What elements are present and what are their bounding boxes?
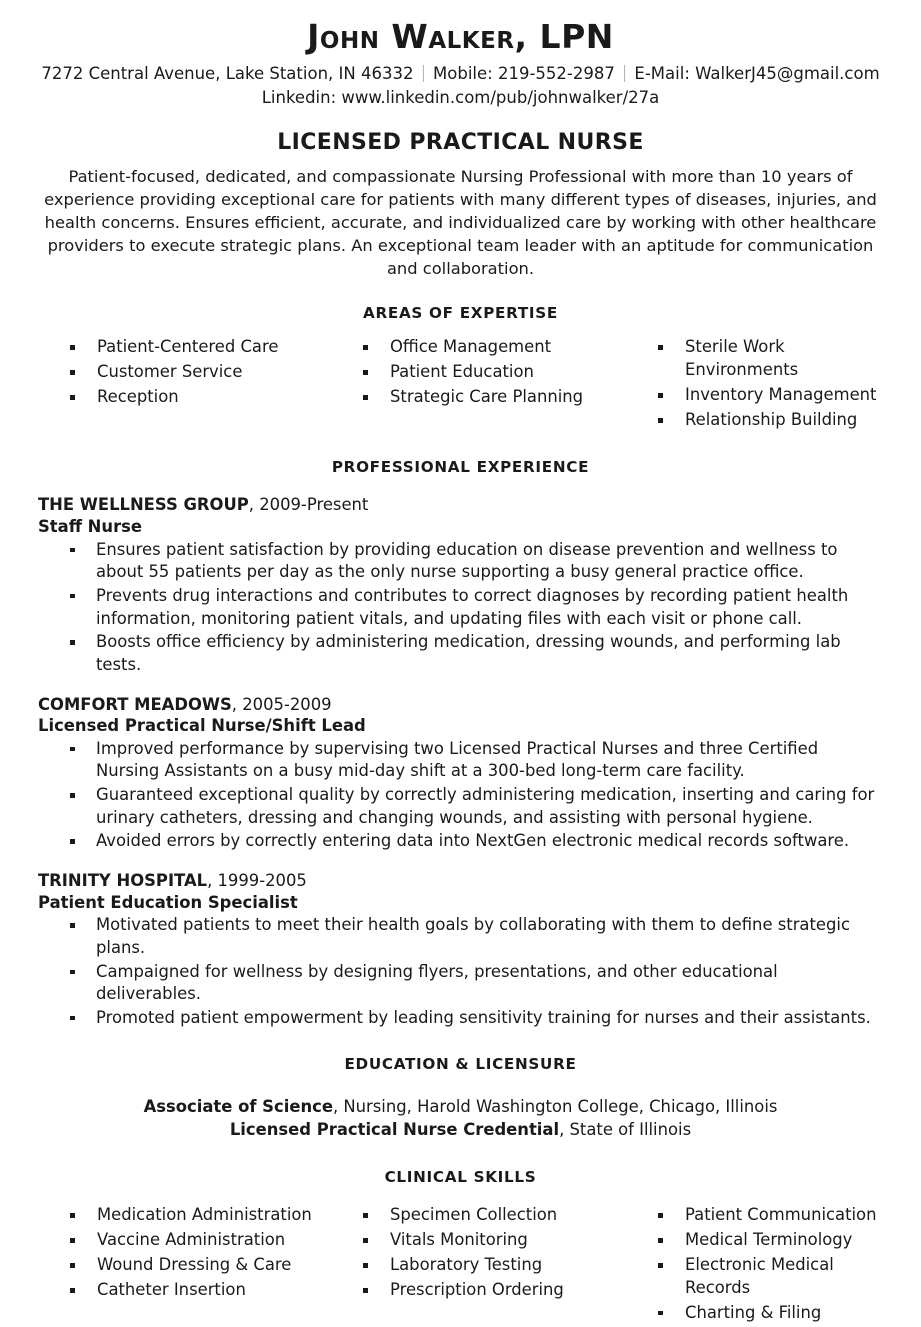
- list-item: Prescription Ordering: [363, 1279, 658, 1302]
- expertise-column-3: [658, 336, 883, 434]
- list-item: Laboratory Testing: [363, 1254, 658, 1277]
- list-item: Promoted patient empowerment by leading sensitivity training for nurses and their assistants.: [70, 1007, 877, 1030]
- list-item: Customer Service: [70, 361, 363, 384]
- list-item: Charting & Filing: [658, 1302, 883, 1325]
- employment-dates: , 1999-2005: [207, 871, 307, 891]
- job-bullet-list: [38, 738, 883, 853]
- skills-column-1: [70, 1204, 363, 1327]
- list-item: Electronic Medical Records: [658, 1254, 883, 1300]
- employment-dates: , 2005-2009: [231, 694, 332, 714]
- list-item: Prevents drug interactions and contributes to correct diagnoses by recording patient health information, monitoring patient vitals, and updating files with each visit or phone call.: [70, 585, 877, 630]
- professional-summary: Patient-focused, dedicated, and compassionate Nursing Professional with more than 10 years of experience providing exceptional care for patients with many different types of diseases, injuries, and health concerns. Ensures efficient, accurate, and individualized care by working with other healthcare providers to execute strategic plans. An exceptional team leader with an aptitude for communication and collaboration.: [44, 166, 877, 279]
- list-item: Strategic Care Planning: [363, 386, 658, 409]
- skills-grid: [38, 1204, 883, 1327]
- section-heading-education: EDUCATION & LICENSURE: [344, 1054, 577, 1073]
- contact-line-linkedin: [38, 86, 883, 110]
- job-company-line: [38, 870, 883, 892]
- degree-name: Associate of Science: [143, 1096, 333, 1116]
- list-item: Patient Education: [363, 361, 658, 384]
- company-name: THE WELLNESS GROUP: [38, 495, 249, 515]
- company-name: TRINITY HOSPITAL: [38, 871, 208, 891]
- experience-entry: [38, 870, 883, 1030]
- experience-entry: [38, 494, 883, 676]
- degree-detail: , Nursing, Harold Washington College, Chicago, Illinois: [332, 1096, 778, 1116]
- contact-separator: |: [420, 62, 427, 82]
- skills-column-3: [658, 1204, 883, 1327]
- section-heading-experience: PROFESSIONAL EXPERIENCE: [331, 458, 590, 477]
- job-bullet-list: [38, 914, 883, 1029]
- page-title: LICENSED PRACTICAL NURSE: [277, 129, 644, 155]
- list-item: Campaigned for wellness by designing flyers, presentations, and other educational deliverables.: [70, 961, 877, 1006]
- contact-separator: |: [621, 62, 628, 82]
- section-heading-expertise: AREAS OF EXPERTISE: [363, 304, 558, 323]
- address-text: 7272 Central Avenue, Lake Station, IN 46332: [41, 63, 414, 83]
- list-item: Medical Terminology: [658, 1229, 883, 1252]
- section-heading-skills: CLINICAL SKILLS: [384, 1168, 537, 1187]
- email-text: E-Mail: WalkerJ45@gmail.com: [634, 63, 880, 83]
- job-title: Staff Nurse: [38, 517, 143, 537]
- job-bullet-list: [38, 539, 883, 677]
- list-item: Improved performance by supervising two Licensed Practical Nurses and three Certified Nursing Assistants on a busy mid-day shift at a 300-bed long-term care facility.: [70, 738, 877, 783]
- list-item: Vaccine Administration: [70, 1229, 363, 1252]
- experience-entry: [38, 694, 883, 854]
- contact-line-primary: [38, 62, 883, 86]
- linkedin-text: Linkedin: www.linkedin.com/pub/johnwalker/27a: [261, 87, 660, 107]
- list-item: Specimen Collection: [363, 1204, 658, 1227]
- list-item: Sterile Work Environments: [658, 336, 883, 382]
- list-item: Avoided errors by correctly entering data into NextGen electronic medical records software.: [70, 830, 877, 853]
- job-company-line: [38, 494, 883, 516]
- credential-detail: , State of Illinois: [559, 1120, 692, 1140]
- list-item: Ensures patient satisfaction by providing education on disease prevention and wellness to about 55 patients per day as the only nurse supporting a busy general practice office.: [70, 539, 877, 584]
- job-company-line: [38, 694, 883, 716]
- list-item: Boosts office efficiency by administering medication, dressing wounds, and performing lab tests.: [70, 631, 877, 676]
- education-entry: [38, 1095, 883, 1119]
- list-item: Inventory Management: [658, 384, 883, 407]
- list-item: Reception: [70, 386, 363, 409]
- mobile-text: Mobile: 219-552-2987: [433, 63, 615, 83]
- list-item: Medication Administration: [70, 1204, 363, 1227]
- list-item: Relationship Building: [658, 409, 883, 432]
- list-item: Motivated patients to meet their health goals by collaborating with them to define strategic plans.: [70, 914, 877, 959]
- list-item: Patient-Centered Care: [70, 336, 363, 359]
- credential-name: Licensed Practical Nurse Credential: [229, 1120, 560, 1140]
- expertise-grid: [38, 336, 883, 434]
- list-item: Wound Dressing & Care: [70, 1254, 363, 1277]
- company-name: COMFORT MEADOWS: [38, 694, 232, 714]
- candidate-name: John Walker, LPN: [307, 17, 614, 56]
- expertise-column-2: [363, 336, 658, 434]
- list-item: Catheter Insertion: [70, 1279, 363, 1302]
- list-item: Vitals Monitoring: [363, 1229, 658, 1252]
- employment-dates: , 2009-Present: [248, 495, 369, 515]
- expertise-column-1: [70, 336, 363, 434]
- list-item: Patient Communication: [658, 1204, 883, 1227]
- skills-column-2: [363, 1204, 658, 1327]
- education-entry: [38, 1118, 883, 1142]
- job-title: Licensed Practical Nurse/Shift Lead: [38, 716, 366, 736]
- list-item: Guaranteed exceptional quality by correctly administering medication, inserting and caring for urinary catheters, dressing and changing wounds, and assisting with personal hygiene.: [70, 784, 877, 829]
- job-title: Patient Education Specialist: [38, 892, 298, 912]
- list-item: Office Management: [363, 336, 658, 359]
